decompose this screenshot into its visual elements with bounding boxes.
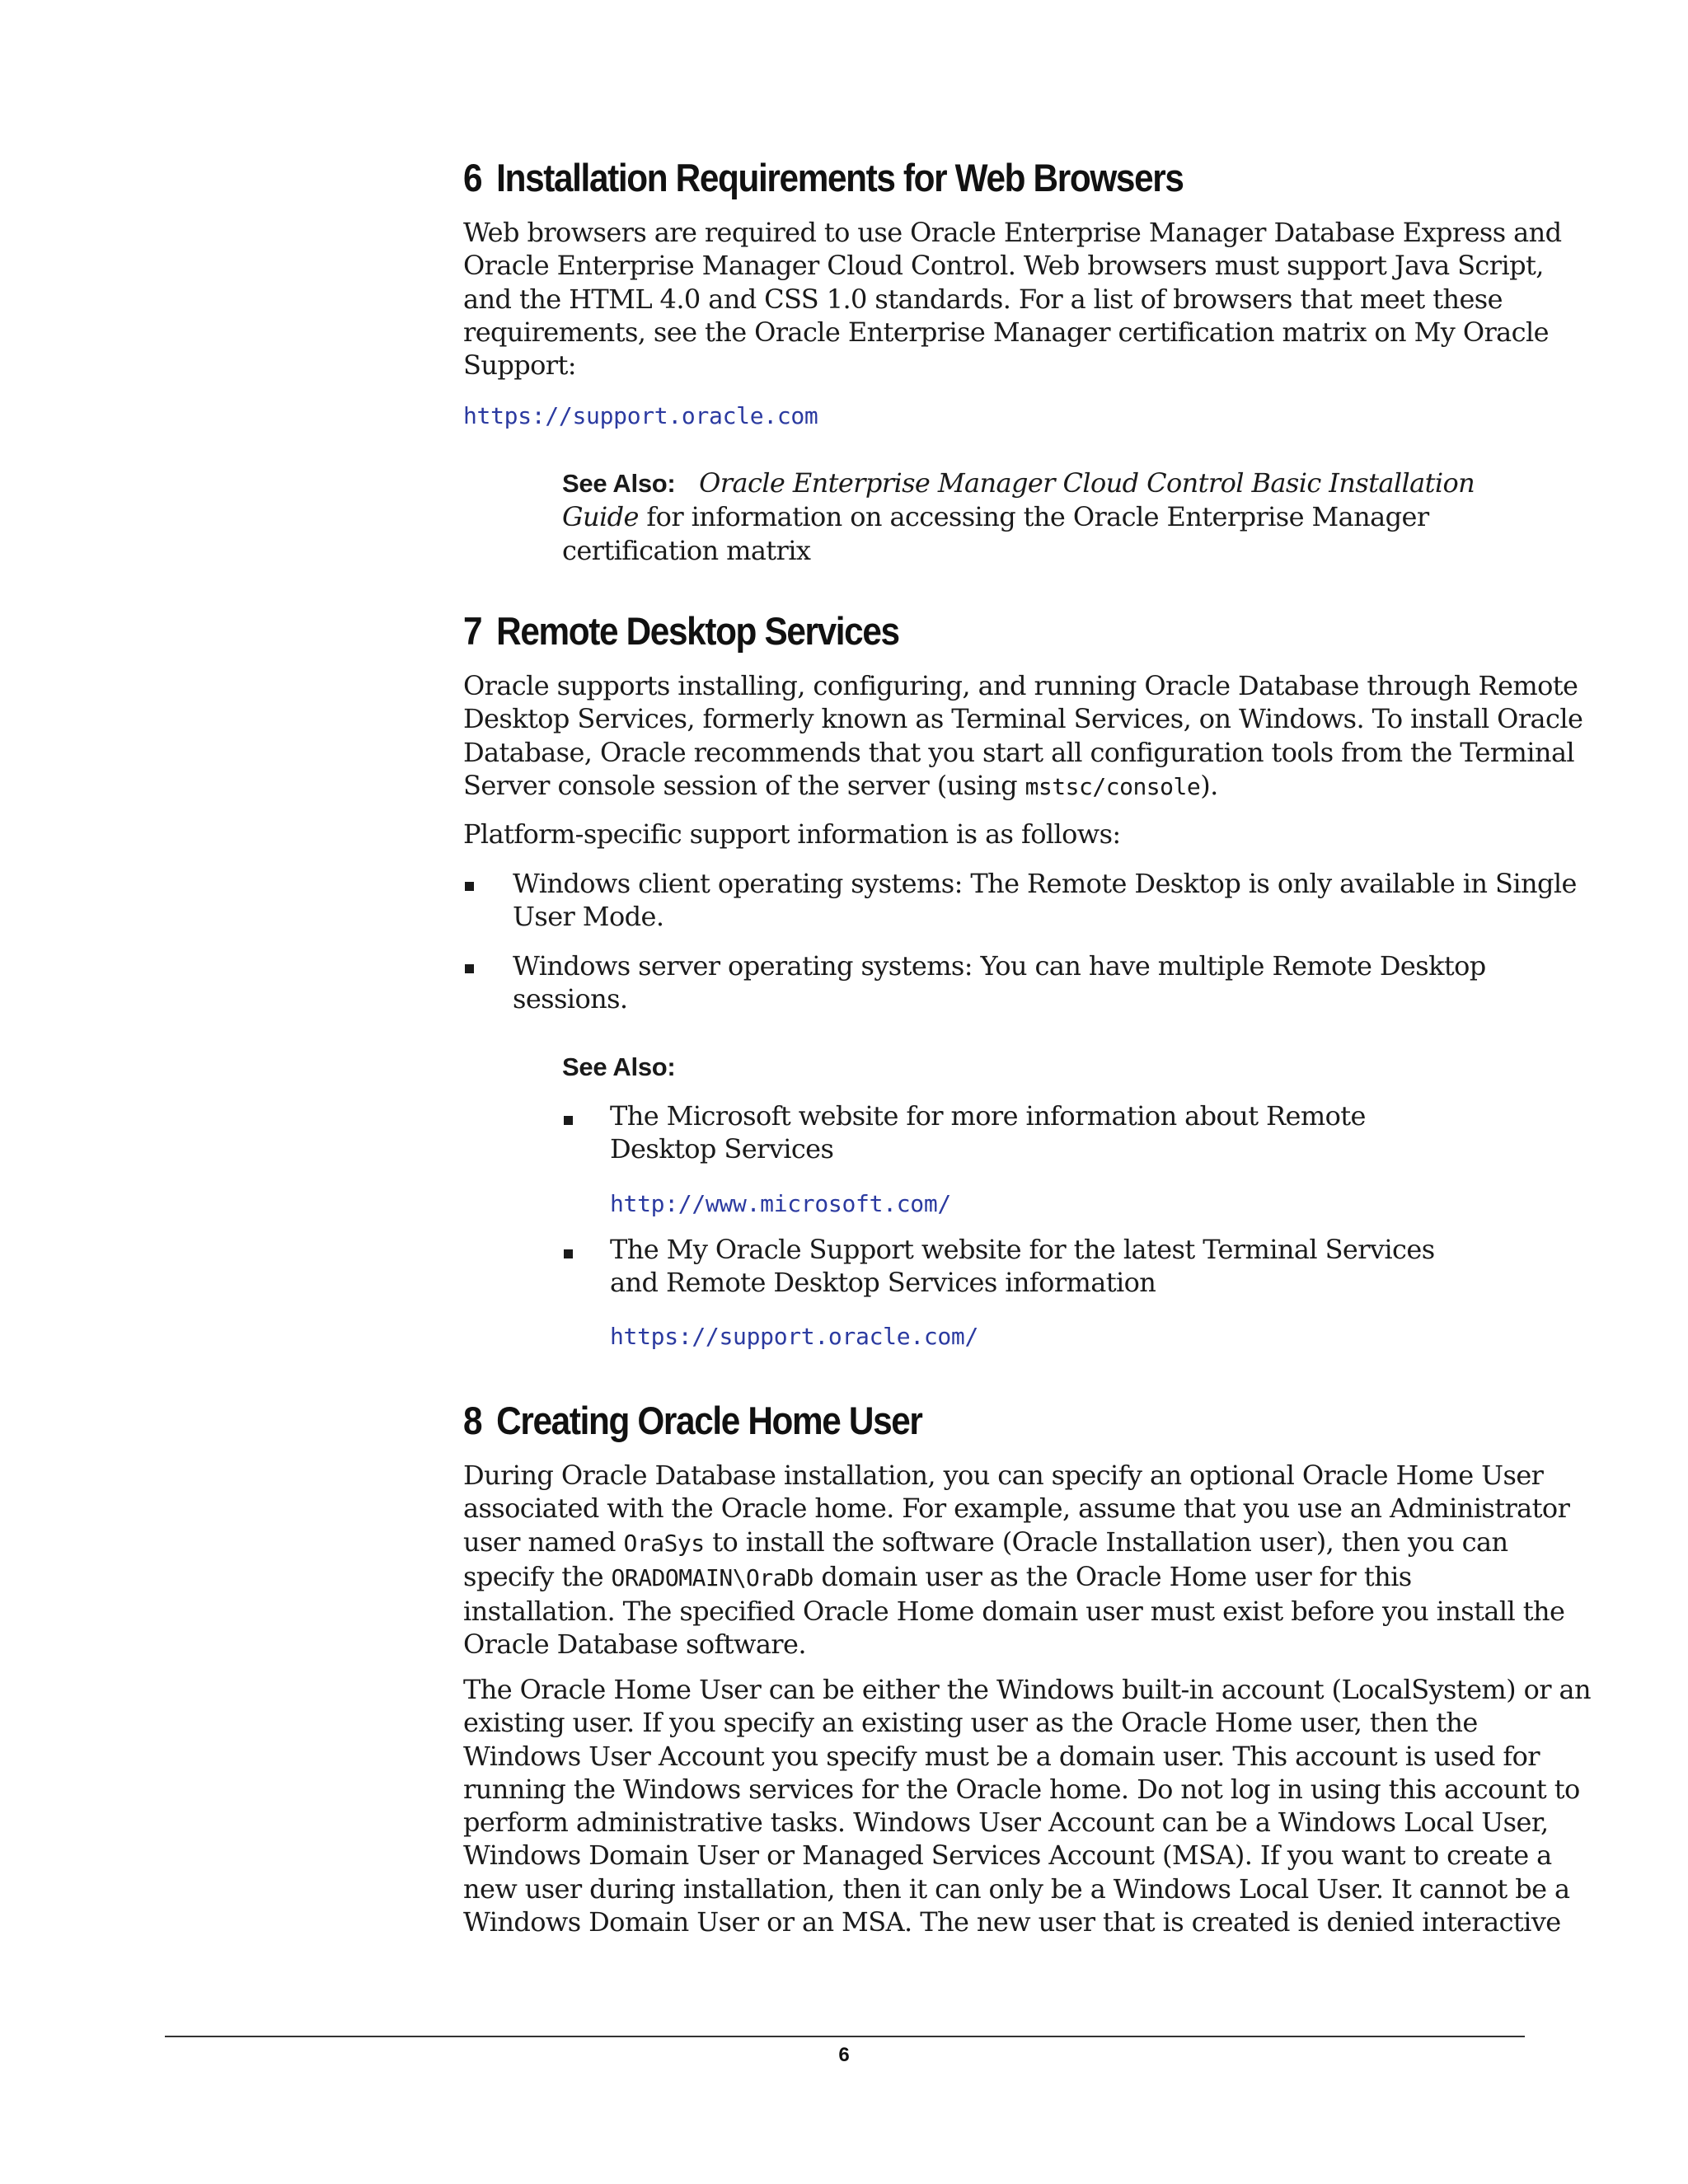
text-line: Support:: [463, 349, 576, 382]
section-7-number: 7: [463, 609, 482, 653]
bullet-icon: [564, 1249, 573, 1258]
text-line: associated with the Oracle home. For example, assume that you use an Administrator: [463, 1493, 1570, 1525]
see-also-text: certification matrix: [562, 534, 811, 566]
text-line: Web browsers are required to use Oracle Enterprise Manager Database Express and: [463, 217, 1562, 248]
bullet-icon: [564, 1116, 573, 1125]
text-line: running the Windows services for the Oracle home. Do not log in using this account to: [463, 1773, 1580, 1805]
text-line: Oracle Enterprise Manager Cloud Control. Web browsers must support Java Script,: [463, 250, 1544, 282]
see-also-book-title-cont: Guide: [562, 501, 639, 533]
text-line: Windows User Account you specify must be a domain user. This account is used for: [463, 1740, 1540, 1772]
section-7-paragraph-1: [463, 669, 1583, 804]
inline-code: mstsc/console: [1025, 772, 1201, 800]
section-6-heading: [463, 155, 1184, 200]
text-line: installation. The specified Oracle Home domain user must exist before you install the: [463, 1596, 1565, 1628]
text-fragment: Server console session of the server (using: [463, 769, 1025, 801]
section-8-title: Creating Oracle Home User: [496, 1399, 922, 1442]
section-8-paragraph-2: [463, 1673, 1592, 1938]
inline-code: ORADOMAIN\OraDb: [611, 1563, 814, 1591]
section-6-number: 6: [463, 156, 482, 199]
text-line: existing user. If you specify an existing user as the Oracle Home user, then the: [463, 1707, 1478, 1739]
text-fragment: ).: [1200, 769, 1218, 801]
text-line: During Oracle Database installation, you can specify an optional Oracle Home User: [463, 1460, 1544, 1491]
microsoft-link[interactable]: http://www.microsoft.com/: [610, 1190, 951, 1217]
text-line: new user during installation, then it can only be a Windows Local User. It cannot be a: [463, 1872, 1570, 1905]
text-line: The My Oracle Support website for the latest Terminal Services: [610, 1234, 1435, 1265]
section-6-see-also: [562, 466, 1475, 567]
see-also-text: for information on accessing the Oracle Enterprise Manager: [638, 501, 1429, 533]
list-item: [610, 1099, 1484, 1166]
footer-divider: [165, 2036, 1525, 2037]
text-line: and Remote Desktop Services information: [610, 1267, 1156, 1299]
see-also-label: See Also:: [562, 1052, 676, 1081]
text-line: and the HTML 4.0 and CSS 1.0 standards. For a list of browsers that meet these: [463, 283, 1503, 315]
inline-code: OraSys: [623, 1529, 705, 1557]
text-line: The Microsoft website for more information about Remote: [610, 1100, 1366, 1132]
support-oracle-link[interactable]: https://support.oracle.com/: [610, 1323, 979, 1350]
section-6-title: Installation Requirements for Web Browsers: [496, 156, 1184, 199]
section-7-paragraph-2: Platform-specific support information is as follows:: [463, 818, 1121, 850]
text-line: Windows client operating systems: The Remote Desktop is only available in Single: [513, 868, 1577, 899]
text-line: perform administrative tasks. Windows User Account can be a Windows Local User,: [463, 1807, 1549, 1839]
section-8-paragraph-1: [463, 1459, 1570, 1661]
see-also-book-title: Oracle Enterprise Manager Cloud Control Basic Installation: [699, 467, 1475, 499]
text-fragment: domain user as the Oracle Home user for this: [813, 1560, 1412, 1592]
bullet-icon: [465, 964, 474, 973]
page-number: 6: [838, 2044, 850, 2066]
text-fragment: specify the: [463, 1560, 612, 1592]
text-line: requirements, see the Oracle Enterprise Manager certification matrix on My Oracle: [463, 316, 1549, 348]
text-line: sessions.: [513, 983, 628, 1015]
section-7-heading: [463, 608, 899, 654]
text-line: Database, Oracle recommends that you start all configuration tools from the Terminal: [463, 736, 1575, 768]
text-line: Windows Domain User or Managed Services Account (MSA). If you want to create a: [463, 1840, 1552, 1872]
text-line: Windows server operating systems: You can have multiple Remote Desktop: [513, 950, 1486, 982]
section-6-paragraph: [463, 216, 1562, 382]
section-8-heading: [463, 1398, 922, 1443]
text-line: User Mode.: [513, 901, 664, 933]
list-item: [513, 949, 1526, 1016]
bullet-icon: [465, 882, 474, 891]
support-oracle-link[interactable]: https://support.oracle.com: [463, 402, 818, 429]
see-also-label: See Also:: [562, 469, 676, 498]
text-line: Oracle Database software.: [463, 1629, 806, 1661]
text-fragment: user named: [463, 1526, 624, 1558]
text-line: The Oracle Home User can be either the Windows built-in account (LocalSystem) or an: [463, 1674, 1592, 1705]
text-line: Desktop Services: [610, 1133, 834, 1165]
text-line: Desktop Services, formerly known as Terminal Services, on Windows. To install Oracle: [463, 703, 1583, 735]
section-7-title: Remote Desktop Services: [496, 609, 899, 653]
list-item: [610, 1233, 1484, 1300]
text-line: Windows Domain User or an MSA. The new user that is created is denied interactive: [463, 1906, 1561, 1938]
section-8-number: 8: [463, 1399, 482, 1442]
list-item: [513, 867, 1577, 934]
section-7-see-also: [562, 1050, 1469, 1084]
text-fragment: to install the software (Oracle Installation user), then you can: [704, 1526, 1508, 1558]
text-line: Oracle supports installing, configuring, and running Oracle Database through Remote: [463, 670, 1578, 701]
